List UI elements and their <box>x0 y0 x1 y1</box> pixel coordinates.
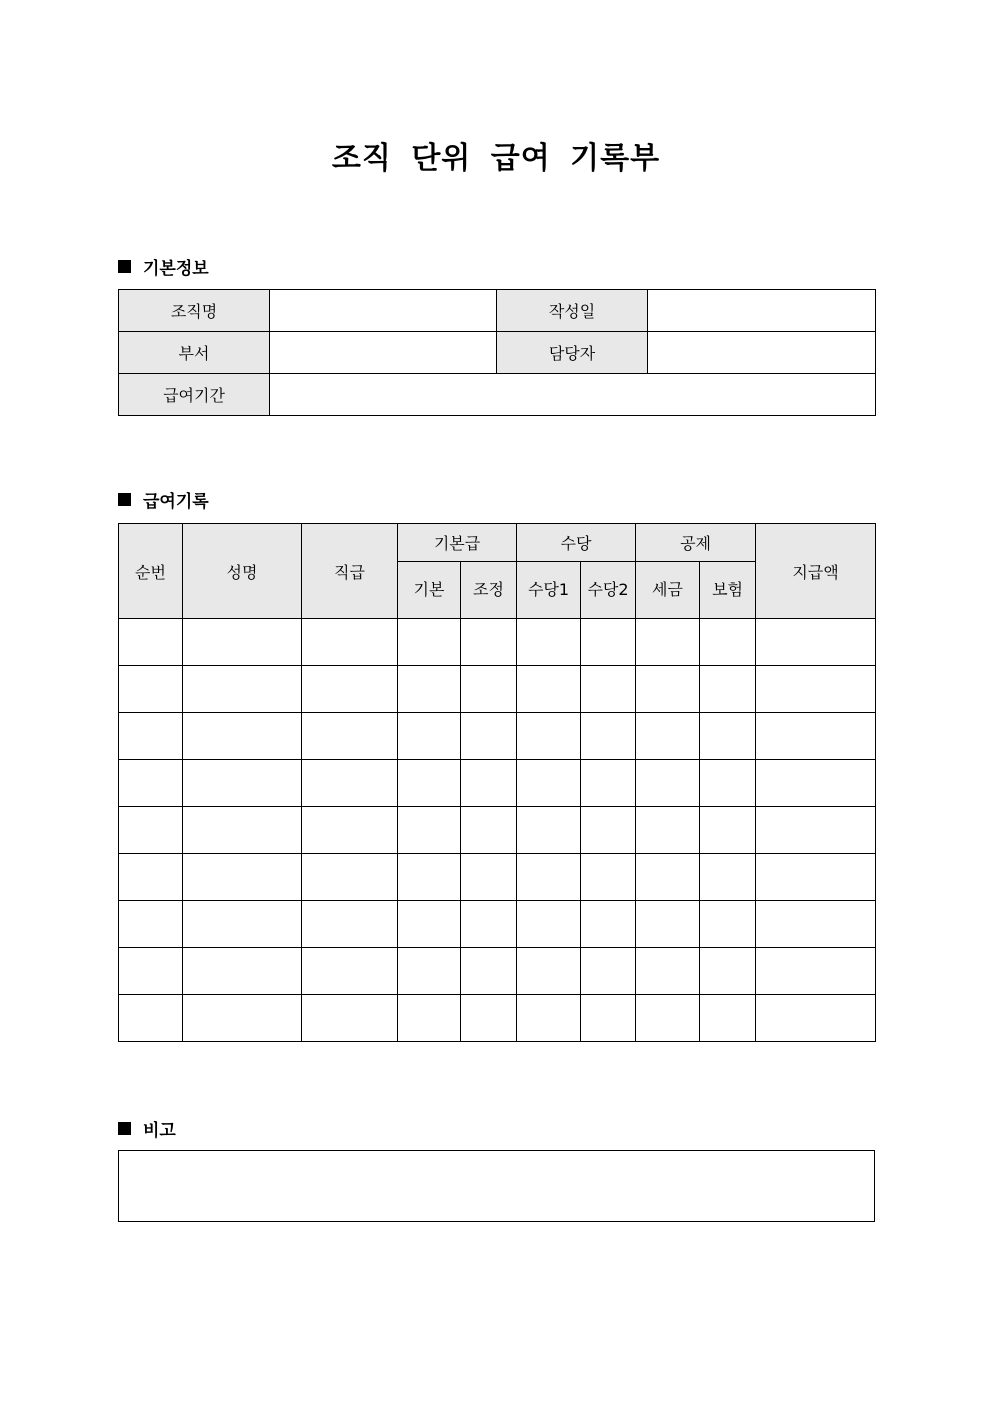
table-cell[interactable] <box>636 666 700 713</box>
header-base-pay: 기본급 <box>398 524 517 562</box>
table-cell[interactable] <box>461 948 517 995</box>
table-cell[interactable] <box>302 760 398 807</box>
table-cell[interactable] <box>700 854 756 901</box>
header-allowance1: 수당1 <box>517 562 581 619</box>
table-cell[interactable] <box>517 854 581 901</box>
table-cell[interactable] <box>636 807 700 854</box>
header-adjust: 조정 <box>461 562 517 619</box>
table-cell[interactable] <box>700 760 756 807</box>
table-cell[interactable] <box>581 901 636 948</box>
org-name-field[interactable] <box>270 290 497 332</box>
table-row <box>119 948 876 995</box>
table-cell[interactable] <box>700 995 756 1042</box>
table-cell[interactable] <box>461 619 517 666</box>
table-cell[interactable] <box>517 995 581 1042</box>
table-cell[interactable] <box>183 995 302 1042</box>
page-title: 조직 단위 급여 기록부 <box>331 141 661 176</box>
table-cell[interactable] <box>302 901 398 948</box>
table-cell[interactable] <box>119 666 183 713</box>
table-cell[interactable] <box>183 948 302 995</box>
table-cell[interactable] <box>398 901 461 948</box>
header-allowance2: 수당2 <box>581 562 636 619</box>
table-cell[interactable] <box>461 995 517 1042</box>
table-row <box>119 713 876 760</box>
table-row <box>119 807 876 854</box>
table-row <box>119 666 876 713</box>
table-cell[interactable] <box>636 713 700 760</box>
header-tax: 세금 <box>636 562 700 619</box>
header-net-pay: 지급액 <box>756 524 876 619</box>
table-cell[interactable] <box>119 901 183 948</box>
department-field[interactable] <box>270 332 497 374</box>
table-cell[interactable] <box>119 713 183 760</box>
table-cell[interactable] <box>461 854 517 901</box>
pay-period-label: 급여기간 <box>119 374 270 416</box>
table-cell[interactable] <box>636 948 700 995</box>
header-name: 성명 <box>183 524 302 619</box>
table-cell[interactable] <box>700 619 756 666</box>
table-cell[interactable] <box>636 760 700 807</box>
square-bullet-icon <box>118 1122 131 1135</box>
remarks-heading-text: 비고 <box>143 1121 176 1141</box>
table-cell[interactable] <box>461 901 517 948</box>
table-cell[interactable] <box>581 760 636 807</box>
table-cell[interactable] <box>581 666 636 713</box>
manager-field[interactable] <box>648 332 876 374</box>
table-cell[interactable] <box>756 901 876 948</box>
table-cell[interactable] <box>517 948 581 995</box>
table-cell[interactable] <box>398 760 461 807</box>
table-cell[interactable] <box>581 619 636 666</box>
table-cell[interactable] <box>581 713 636 760</box>
table-cell[interactable] <box>581 995 636 1042</box>
table-cell[interactable] <box>756 760 876 807</box>
basic-info-table <box>118 289 876 416</box>
pay-record-heading-text: 급여기록 <box>143 492 209 512</box>
header-seq: 순번 <box>119 524 183 619</box>
table-cell[interactable] <box>183 854 302 901</box>
table-cell[interactable] <box>398 948 461 995</box>
basic-info-heading <box>118 254 209 279</box>
header-deduction: 공제 <box>636 524 756 562</box>
table-cell[interactable] <box>119 807 183 854</box>
table-cell[interactable] <box>183 807 302 854</box>
table-cell[interactable] <box>636 995 700 1042</box>
table-cell[interactable] <box>700 807 756 854</box>
table-cell[interactable] <box>700 901 756 948</box>
table-cell[interactable] <box>700 666 756 713</box>
square-bullet-icon <box>118 260 131 273</box>
table-cell[interactable] <box>302 619 398 666</box>
table-row <box>119 995 876 1042</box>
header-allowance: 수당 <box>517 524 636 562</box>
table-cell[interactable] <box>302 807 398 854</box>
table-cell[interactable] <box>398 995 461 1042</box>
department-label: 부서 <box>119 332 270 374</box>
table-cell[interactable] <box>636 854 700 901</box>
table-cell[interactable] <box>302 995 398 1042</box>
table-cell[interactable] <box>398 713 461 760</box>
table-cell[interactable] <box>398 854 461 901</box>
table-cell[interactable] <box>461 807 517 854</box>
pay-record-heading <box>118 487 209 512</box>
header-insurance: 보험 <box>700 562 756 619</box>
written-date-field[interactable] <box>648 290 876 332</box>
org-name-label: 조직명 <box>119 290 270 332</box>
table-cell[interactable] <box>119 948 183 995</box>
table-cell[interactable] <box>302 666 398 713</box>
table-row <box>119 619 876 666</box>
table-cell[interactable] <box>636 619 700 666</box>
table-cell[interactable] <box>302 854 398 901</box>
table-cell[interactable] <box>461 666 517 713</box>
table-cell[interactable] <box>119 619 183 666</box>
table-cell[interactable] <box>756 666 876 713</box>
table-cell[interactable] <box>302 948 398 995</box>
pay-record-rows <box>119 619 876 1042</box>
remarks-heading <box>118 1116 176 1141</box>
table-cell[interactable] <box>700 948 756 995</box>
table-cell[interactable] <box>461 760 517 807</box>
table-cell[interactable] <box>398 666 461 713</box>
table-cell[interactable] <box>183 760 302 807</box>
table-cell[interactable] <box>183 901 302 948</box>
basic-info-heading-text: 기본정보 <box>143 259 209 279</box>
table-cell[interactable] <box>517 807 581 854</box>
pay-period-field[interactable] <box>270 374 876 416</box>
table-cell[interactable] <box>756 948 876 995</box>
table-cell[interactable] <box>398 807 461 854</box>
header-rank: 직급 <box>302 524 398 619</box>
square-bullet-icon <box>118 493 131 506</box>
table-cell[interactable] <box>183 619 302 666</box>
pay-record-table <box>118 523 876 1042</box>
table-cell[interactable] <box>398 619 461 666</box>
table-row <box>119 760 876 807</box>
table-cell[interactable] <box>636 901 700 948</box>
table-cell[interactable] <box>183 666 302 713</box>
table-cell[interactable] <box>756 713 876 760</box>
written-date-label: 작성일 <box>497 290 648 332</box>
table-cell[interactable] <box>581 854 636 901</box>
table-cell[interactable] <box>119 854 183 901</box>
table-row <box>119 901 876 948</box>
table-cell[interactable] <box>183 713 302 760</box>
table-cell[interactable] <box>581 807 636 854</box>
table-cell[interactable] <box>119 760 183 807</box>
table-cell[interactable] <box>517 666 581 713</box>
table-cell[interactable] <box>119 995 183 1042</box>
table-cell[interactable] <box>517 619 581 666</box>
table-cell[interactable] <box>517 760 581 807</box>
table-cell[interactable] <box>756 854 876 901</box>
table-cell[interactable] <box>517 713 581 760</box>
table-row <box>119 854 876 901</box>
table-cell[interactable] <box>756 619 876 666</box>
table-cell[interactable] <box>517 901 581 948</box>
table-cell[interactable] <box>302 713 398 760</box>
header-base: 기본 <box>398 562 461 619</box>
table-cell[interactable] <box>756 995 876 1042</box>
remarks-field[interactable] <box>118 1150 875 1222</box>
table-cell[interactable] <box>581 948 636 995</box>
table-cell[interactable] <box>700 713 756 760</box>
table-cell[interactable] <box>461 713 517 760</box>
manager-label: 담당자 <box>497 332 648 374</box>
table-cell[interactable] <box>756 807 876 854</box>
